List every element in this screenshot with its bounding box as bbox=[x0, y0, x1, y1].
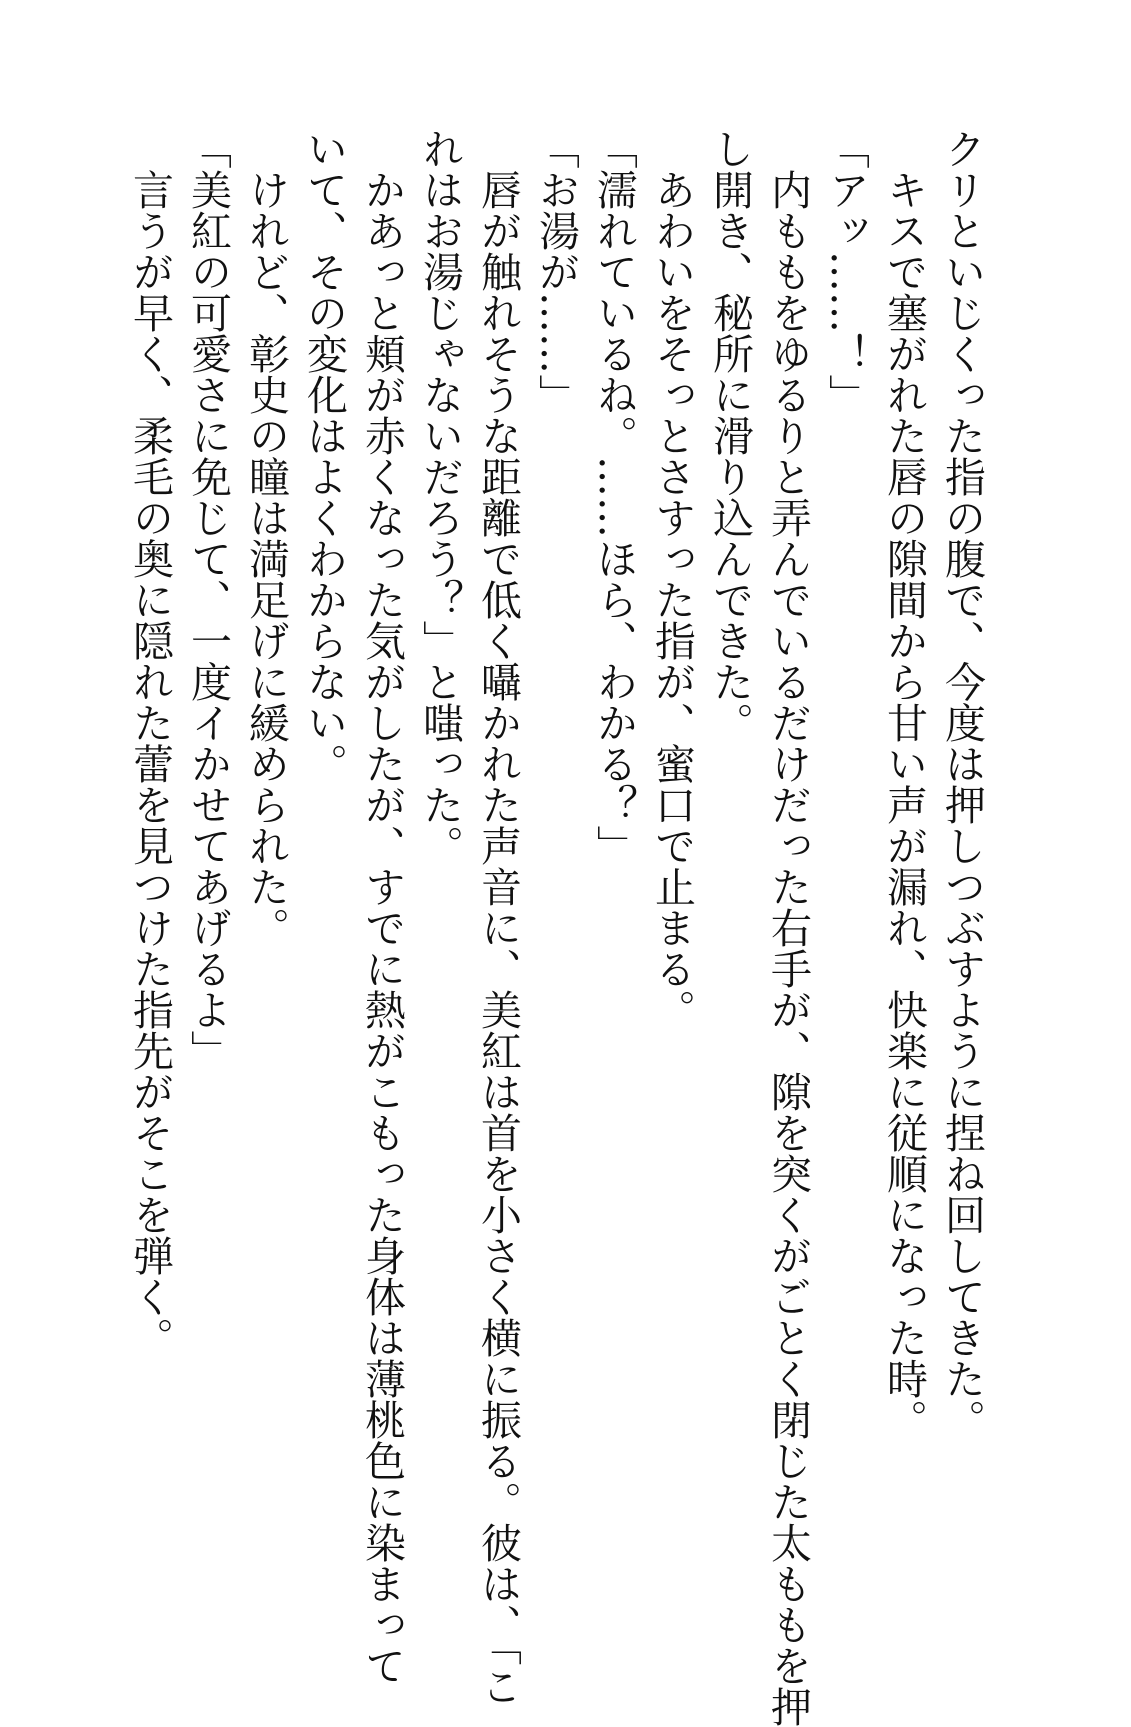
text-line: かあっと頬が赤くなった気がしたが、すでに熱がこもった身体は薄桃色に染まって bbox=[358, 128, 406, 1686]
text-line: クリといじくった指の腹で、今度は押しつぶすように捏ね回してきた。 bbox=[938, 128, 986, 1440]
text-line: あわいをそっとさすった指が、蜜口で止まる。 bbox=[648, 128, 696, 1030]
text-line: 唇が触れそうな距離で低く囁かれた声音に、美紅は首を小さく横に振る。彼は、「こ bbox=[474, 128, 522, 1707]
text-line: 言うが早く、柔毛の奥に隠れた蕾を見つけた指先がそこを弾く。 bbox=[126, 128, 174, 1358]
text-line: し開き、秘所に滑り込んできた。 bbox=[706, 128, 754, 743]
text-line: 内ももをゆるりと弄んでいるだけだった右手が、隙を突くがごとく閉じた太ももを押 bbox=[764, 128, 812, 1727]
text-line: 「アッ……！」 bbox=[822, 128, 870, 415]
text-line: けれど、彰史の瞳は満足げに緩められた。 bbox=[242, 128, 290, 948]
text-line: いて、その変化はよくわからない。 bbox=[300, 128, 348, 784]
novel-text bbox=[121, 128, 991, 1727]
text-line: 「お湯が……」 bbox=[532, 128, 580, 415]
text-line: キスで塞がれた唇の隙間から甘い声が漏れ、快楽に従順になった時。 bbox=[880, 128, 928, 1440]
text-line: 「濡れているね。……ほら、わかる？」 bbox=[590, 128, 638, 866]
text-line: 「美紅の可愛さに免じて、一度イかせてあげるよ」 bbox=[184, 128, 232, 1071]
text-line: れはお湯じゃないだろう？」と嗤った。 bbox=[416, 128, 464, 866]
